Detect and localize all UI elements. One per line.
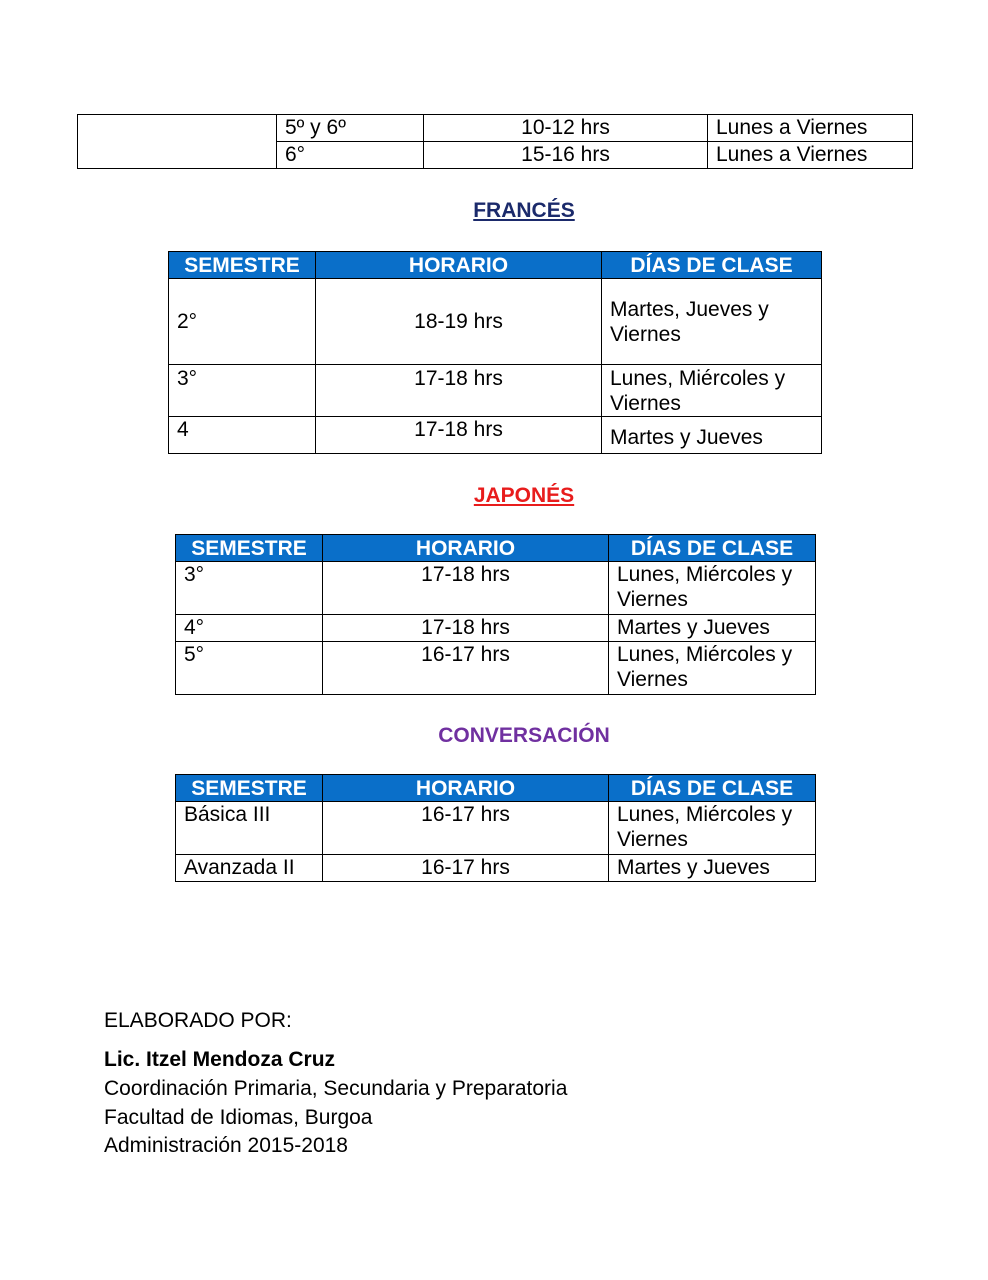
footer-label: ELABORADO POR: xyxy=(104,1009,292,1032)
author-department: Coordinación Primaria, Secundaria y Preparatoria xyxy=(104,1077,568,1100)
dias-cell: Martes y Jueves xyxy=(602,417,822,454)
dias-cell: Lunes a Viernes xyxy=(708,142,913,169)
table-row xyxy=(169,279,822,365)
header-dias: DÍAS DE CLASE xyxy=(602,252,822,279)
header-horario: HORARIO xyxy=(323,535,609,562)
schedule-table-japones xyxy=(175,534,816,695)
table-header-row xyxy=(176,535,816,562)
dias-cell xyxy=(602,365,822,417)
header-dias: DÍAS DE CLASE xyxy=(609,775,816,802)
dias-cell xyxy=(609,802,816,855)
horario-cell: 17-18 hrs xyxy=(316,365,602,417)
header-semestre: SEMESTRE xyxy=(176,775,323,802)
horario-cell: 17-18 hrs xyxy=(323,615,609,642)
horario-cell: 10-12 hrs xyxy=(424,115,708,142)
schedule-table-conversacion xyxy=(175,774,816,882)
schedule-table-continuation xyxy=(77,114,913,169)
horario-cell: 18-19 hrs xyxy=(316,279,602,365)
semestre-cell: Avanzada II xyxy=(176,855,323,882)
dias-line: Viernes xyxy=(617,668,688,691)
semestre-cell: 3° xyxy=(169,365,316,417)
table-header-row xyxy=(169,252,822,279)
horario-cell: 16-17 hrs xyxy=(323,855,609,882)
empty-cell xyxy=(78,115,277,169)
dias-line: Viernes xyxy=(610,322,681,346)
section-title-japones: JAPONÉS xyxy=(473,484,575,507)
horario-cell: 17-18 hrs xyxy=(323,562,609,615)
header-semestre: SEMESTRE xyxy=(169,252,316,279)
table-row xyxy=(176,562,816,615)
header-semestre: SEMESTRE xyxy=(176,535,323,562)
dias-line: Lunes, Miércoles y xyxy=(617,563,793,586)
dias-line: Lunes, Miércoles y xyxy=(617,803,793,826)
horario-cell: 16-17 hrs xyxy=(323,642,609,695)
semestre-cell: 4 xyxy=(169,417,316,454)
horario-cell: 16-17 hrs xyxy=(323,802,609,855)
author-name: Lic. Itzel Mendoza Cruz xyxy=(104,1048,336,1071)
horario-cell: 17-18 hrs xyxy=(316,417,602,454)
header-horario: HORARIO xyxy=(323,775,609,802)
dias-cell xyxy=(609,642,816,695)
horario-cell: 15-16 hrs xyxy=(424,142,708,169)
table-header-row xyxy=(176,775,816,802)
dias-cell xyxy=(609,562,816,615)
table-row xyxy=(169,417,822,454)
dias-line: Viernes xyxy=(610,392,681,415)
table-row xyxy=(176,802,816,855)
author-faculty: Facultad de Idiomas, Burgoa xyxy=(104,1106,373,1129)
dias-cell: Lunes a Viernes xyxy=(708,115,913,142)
semestre-cell: Básica III xyxy=(176,802,323,855)
semestre-cell: 5° xyxy=(176,642,323,695)
table-row xyxy=(78,115,913,142)
header-dias: DÍAS DE CLASE xyxy=(609,535,816,562)
dias-line: Viernes xyxy=(617,588,688,611)
section-title-frances: FRANCÉS xyxy=(473,199,575,222)
dias-cell: Martes y Jueves xyxy=(609,855,816,882)
semestre-cell: 2° xyxy=(169,279,316,365)
section-title-conversacion: CONVERSACIÓN xyxy=(438,724,610,747)
semestre-cell: 6° xyxy=(277,142,424,169)
table-row xyxy=(169,365,822,417)
semestre-cell: 5º y 6º xyxy=(277,115,424,142)
header-horario: HORARIO xyxy=(316,252,602,279)
dias-cell: Martes y Jueves xyxy=(609,615,816,642)
author-administration: Administración 2015-2018 xyxy=(104,1134,348,1157)
dias-line: Martes, Jueves y xyxy=(610,297,769,321)
dias-line: Viernes xyxy=(617,828,688,851)
dias-cell xyxy=(602,279,822,365)
dias-line: Lunes, Miércoles y xyxy=(617,643,793,666)
schedule-table-frances xyxy=(168,251,822,454)
table-row xyxy=(176,855,816,882)
dias-line: Lunes, Miércoles y xyxy=(610,367,786,390)
semestre-cell: 4° xyxy=(176,615,323,642)
semestre-cell: 3° xyxy=(176,562,323,615)
table-row xyxy=(176,642,816,695)
table-row xyxy=(176,615,816,642)
